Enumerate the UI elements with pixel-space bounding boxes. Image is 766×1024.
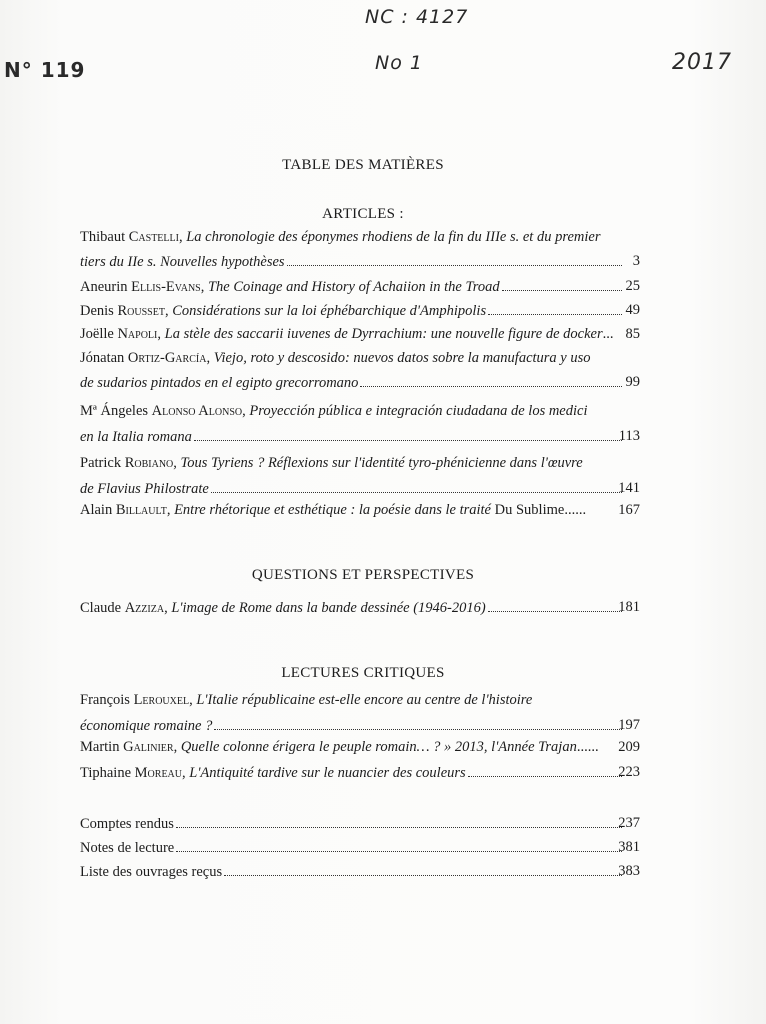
section-heading-articles: ARTICLES :	[322, 206, 404, 222]
toc-entry	[80, 302, 640, 322]
author-first-name: Alain	[80, 502, 116, 518]
author-last-name: Rousset	[117, 303, 165, 319]
misc-label: Liste des ouvrages reçus	[80, 864, 223, 880]
toc-entry-line: Thibaut Castelli, La chronologie des éponymes rhodiens de la fin du IIIe s. et du premier	[80, 229, 601, 245]
toc-entry-line	[80, 839, 640, 859]
dot-leader	[176, 839, 622, 852]
article-title-continued: tiers du IIe s. Nouvelles hypothèses	[80, 254, 285, 270]
toc-title: TABLE DES MATIÈRES	[282, 157, 444, 173]
author-first-name: Claude	[80, 600, 125, 616]
handwritten-stamp-number: N° 119	[4, 58, 86, 82]
page-number: 237	[618, 815, 640, 831]
page-number: 141	[618, 480, 640, 496]
toc-entry-line: Alain Billault, Entre rhétorique et esthétique : la poésie dans le traité Du Sublime...... 167	[80, 502, 640, 518]
toc-entry	[80, 278, 640, 298]
toc-entry	[80, 350, 640, 394]
author-first-name: Mª Ángeles	[80, 403, 152, 419]
handwritten-issue-number: No 1	[375, 52, 423, 74]
article-title: Entre rhétorique et esthétique : la poésie dans le traité	[174, 502, 491, 518]
toc-entry-line: Martin Galinier, Quelle colonne érigera le peuple romain… ? » 2013, l'Année Trajan...... 209	[80, 739, 640, 755]
author-first-name: Patrick	[80, 455, 125, 471]
toc-entry-line: Patrick Robiano, Tous Tyriens ? Réflexions sur l'identité tyro-phénicienne dans l'œuvre	[80, 455, 583, 471]
page-number: 383	[618, 863, 640, 879]
author-last-name: Napoli	[117, 326, 158, 342]
toc-entry-misc	[80, 863, 640, 883]
toc-entry-line: François Lerouxel, L'Italie républicaine est-elle encore au centre de l'histoire	[80, 692, 533, 708]
toc-entry-line	[80, 480, 640, 500]
article-title: Considérations sur la loi éphébarchique d'Amphipolis	[172, 303, 487, 319]
toc-entry	[80, 502, 640, 522]
toc-entry	[80, 764, 640, 784]
toc-entry	[80, 229, 640, 273]
article-title: Proyección pública e integración ciudadana de los medici	[249, 403, 588, 419]
page-number: 381	[618, 839, 640, 855]
page-number: 49	[625, 302, 640, 318]
article-title: Viejo, roto y descosido: nuevos datos sobre la manufactura y uso	[213, 350, 591, 366]
page-number: 113	[618, 428, 640, 444]
page-number: 209	[618, 739, 640, 755]
article-title-continued: en la Italia romana	[80, 429, 192, 445]
author-first-name: Thibaut	[80, 229, 129, 245]
toc-entry-line: Tiphaine Moreau, L'Antiquité tardive sur le nuancier des couleurs 223	[80, 764, 640, 781]
author-last-name: Ortiz-García	[127, 350, 207, 366]
toc-entry	[80, 599, 640, 619]
page-number: 3	[632, 253, 640, 269]
toc-entry	[80, 692, 640, 737]
author-first-name: Jónatan	[80, 350, 128, 366]
toc-entry-line	[80, 428, 640, 448]
toc-entry-line	[80, 717, 640, 737]
page-number: 223	[618, 764, 640, 780]
author-first-name: Aneurin	[80, 279, 132, 295]
toc-entry-line: Jónatan Ortiz-García, Viejo, roto y descosido: nuevos datos sobre la manufactura y uso	[80, 350, 591, 366]
toc-entry	[80, 455, 640, 500]
dot-leader	[214, 717, 622, 730]
toc-entry-line	[80, 863, 640, 883]
dot-leader	[194, 428, 622, 441]
page-number: 25	[625, 278, 640, 294]
dot-leader	[224, 863, 622, 876]
author-last-name: Lerouxel	[133, 692, 190, 708]
toc-entry	[80, 326, 640, 346]
author-first-name: Tiphaine	[80, 765, 135, 781]
toc-entry-line: Aneurin Ellis-Evans, The Coinage and History of Achaiion in the Troad 25	[80, 278, 640, 295]
dot-leader	[287, 253, 622, 266]
article-title-tail: Du Sublime	[491, 502, 565, 518]
author-first-name: Denis	[80, 303, 118, 319]
author-last-name: Azziza	[124, 600, 165, 616]
article-title: Quelle colonne érigera le peuple romain… ? » 2013, l'Année Trajan	[180, 739, 577, 755]
article-title: La chronologie des éponymes rhodiens de la fin du IIIe s. et du premier	[186, 229, 601, 245]
author-last-name: Robiano	[124, 455, 174, 471]
dot-leader	[502, 278, 622, 291]
dot-leader	[176, 815, 622, 828]
toc-entry-line: Denis Rousset, Considérations sur la loi éphébarchique d'Amphipolis 49	[80, 302, 640, 319]
toc-entry	[80, 739, 640, 759]
author-last-name: Galinier	[123, 739, 174, 755]
author-last-name: Alonso Alonso	[151, 403, 243, 419]
article-title: La stèle des saccarii iuvenes de Dyrrachium: une nouvelle figure de docker	[164, 326, 603, 342]
toc-entry-line	[80, 815, 640, 835]
page-number: 181	[618, 599, 640, 615]
author-first-name: François	[80, 692, 134, 708]
toc-entry-line	[80, 253, 640, 273]
toc-entry	[80, 403, 640, 448]
toc-entry-line: Joëlle Napoli, La stèle des saccarii iuvenes de Dyrrachium: une nouvelle figure de docker... 85	[80, 326, 640, 342]
author-first-name: Joëlle	[80, 326, 118, 342]
page-number: 99	[625, 374, 640, 390]
dot-leader	[360, 374, 622, 387]
section-heading-questions: QUESTIONS ET PERSPECTIVES	[251, 567, 475, 583]
author-last-name: Castelli	[128, 229, 179, 245]
article-title-continued: de Flavius Philostrate	[80, 481, 209, 497]
misc-label: Notes de lecture	[80, 840, 175, 856]
article-title: L'image de Rome dans la bande dessinée (1946-2016)	[171, 600, 486, 616]
author-last-name: Billault	[115, 502, 167, 518]
handwritten-year: 2017	[672, 50, 732, 75]
article-title: Tous Tyriens ? Réflexions sur l'identité tyro-phénicienne dans l'œuvre	[180, 455, 583, 471]
page-number: 197	[618, 717, 640, 733]
author-last-name: Moreau	[134, 765, 182, 781]
toc-entry-misc	[80, 815, 640, 835]
handwritten-nc-number: NC : 4127	[365, 6, 469, 28]
toc-entry-line	[80, 374, 640, 394]
dot-leader	[468, 764, 622, 777]
toc-entry-line: Claude Azziza, L'image de Rome dans la bande dessinée (1946-2016) 181	[80, 599, 640, 616]
article-title: L'Antiquité tardive sur le nuancier des couleurs	[189, 765, 466, 781]
page-number: 167	[618, 502, 640, 518]
misc-label: Comptes rendus	[80, 816, 174, 832]
section-heading-lectures: LECTURES CRITIQUES	[281, 665, 445, 681]
toc-entry-line: Mª Ángeles Alonso Alonso, Proyección pública e integración ciudadana de los medici	[80, 403, 588, 419]
toc-entry-misc	[80, 839, 640, 859]
page-number: 85	[625, 326, 640, 342]
dot-leader	[488, 302, 622, 315]
dot-leader	[211, 480, 622, 493]
article-title: L'Italie républicaine est-elle encore au centre de l'histoire	[196, 692, 533, 708]
article-title-continued: économique romaine ?	[80, 718, 213, 734]
author-last-name: Ellis-Evans	[131, 279, 201, 295]
dot-leader	[488, 599, 622, 612]
article-title-continued: de sudarios pintados en el egipto grecorromano	[80, 375, 359, 391]
author-first-name: Martin	[80, 739, 124, 755]
article-title: The Coinage and History of Achaiion in the Troad	[207, 279, 500, 295]
